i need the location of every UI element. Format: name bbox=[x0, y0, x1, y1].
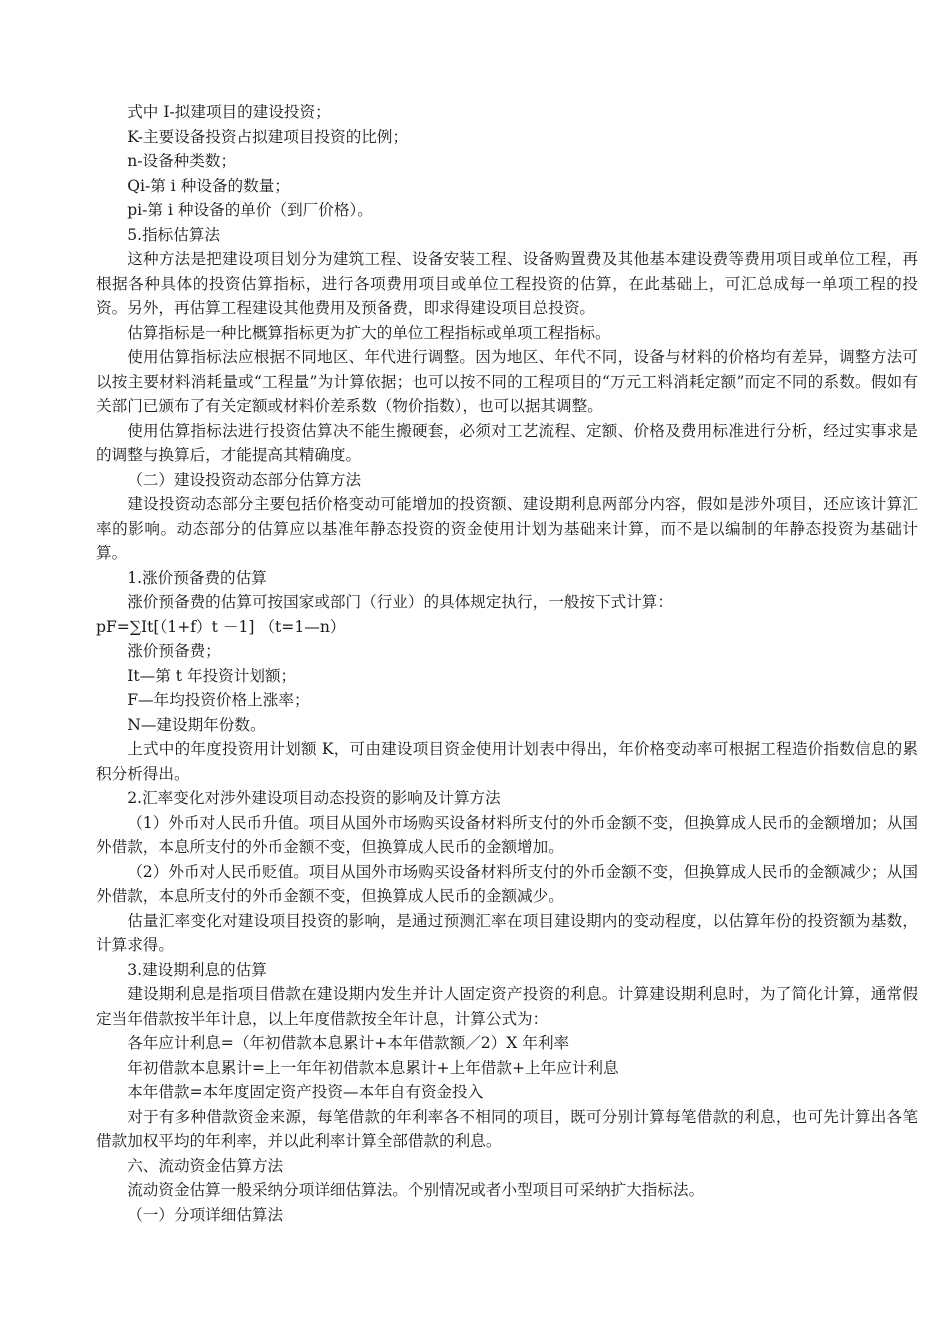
paragraph: （2）外币对人民币贬值。项目从国外市场购买设备材料所支付的外币金额不变，但换算成人民币的金额减少；从国外借款，本息所支付的外币金额不变，但换算成人民币的金额减少。 bbox=[96, 862, 918, 905]
section-heading: （一）分项详细估算法 bbox=[127, 1205, 284, 1224]
formula: 各年应计利息=（年初借款本息累计+本年借款额／2）X 年利率 bbox=[127, 1034, 570, 1052]
paragraph: 建设投资动态部分主要包括价格变动可能增加的投资额、建设期利息两部分内容，假如是涉外项目，还应该计算汇率的影响。动态部分的估算应以基准年静态投资的资金使用计划为基础来计算，而不是以编制的年静态投资为基础计算。 bbox=[96, 495, 918, 562]
paragraph: 使用估算指标法应根据不同地区、年代进行调整。因为地区、年代不同，设备与材料的价格均有差异，调整方法可以按主要材料消耗量或“工程量”为计算依据；也可以按不同的工程项目的“万元工料消耗定额”而定不同的系数。假如有关部门已颁布了有关定额或材料价差系数（物价指数），也可以据其调整。 bbox=[96, 348, 918, 415]
paragraph: 涨价预备费的估算可按国家或部门（行业）的具体规定执行，一般按下式计算： bbox=[127, 593, 673, 611]
section-heading: 2.汇率变化对涉外建设项目动态投资的影响及计算方法 bbox=[127, 789, 501, 807]
paragraph: n-设备种类数； bbox=[127, 152, 237, 170]
paragraph: It—第 t 年投资计划额； bbox=[127, 666, 297, 685]
section-heading: 六、流动资金估算方法 bbox=[127, 1156, 284, 1175]
paragraph: 式中 I-拟建项目的建设投资； bbox=[127, 103, 331, 121]
paragraph: 建设期利息是指项目借款在建设期内发生并计人固定资产投资的利息。计算建设期利息时，为了简化计算，通常假定当年借款按半年计息，以上年度借款按全年计息，计算公式为： bbox=[96, 985, 918, 1028]
paragraph: （1）外币对人民币升值。项目从国外市场购买设备材料所支付的外币金额不变，但换算成人民币的金额增加；从国外借款，本息所支付的外币金额不变，但换算成人民币的金额增加。 bbox=[96, 813, 918, 856]
section-heading: 1.涨价预备费的估算 bbox=[127, 568, 267, 587]
paragraph: pi-第 i 种设备的单价（到厂价格）。 bbox=[127, 201, 373, 219]
paragraph: 流动资金估算一般采纳分项详细估算法。个别情况或者小型项目可采纳扩大指标法。 bbox=[127, 1181, 705, 1199]
formula: 年初借款本息累计=上一年年初借款本息累计+上年借款+上年应计利息 bbox=[127, 1058, 619, 1077]
paragraph: N—建设期年份数。 bbox=[127, 715, 266, 734]
paragraph: 上式中的年度投资用计划额 K，可由建设项目资金使用计划表中得出，年价格变动率可根据工程造价指数信息的累积分析得出。 bbox=[96, 740, 918, 783]
paragraph: Qi-第 i 种设备的数量； bbox=[127, 176, 290, 195]
formula: pF=∑It[（1+f）t －1] （t=1—n） bbox=[96, 617, 346, 636]
section-heading: 3.建设期利息的估算 bbox=[127, 960, 267, 979]
formula: 本年借款=本年度固定资产投资—本年自有资金投入 bbox=[127, 1083, 484, 1101]
body-text bbox=[96, 100, 918, 1227]
paragraph: 对于有多种借款资金来源，每笔借款的年利率各不相同的项目，既可分别计算每笔借款的利息，也可先计算出各笔借款加权平均的年利率，并以此利率计算全部借款的利息。 bbox=[96, 1107, 918, 1150]
section-heading: （二）建设投资动态部分估算方法 bbox=[127, 470, 362, 489]
paragraph: 估算指标是一种比概算指标更为扩大的单位工程指标或单项工程指标。 bbox=[127, 323, 611, 342]
paragraph: F—年均投资价格上涨率； bbox=[127, 691, 310, 709]
paragraph: 估量汇率变化对建设项目投资的影响，是通过预测汇率在项目建设期内的变动程度，以估算年份的投资额为基数，计算求得。 bbox=[96, 911, 918, 954]
section-heading: 5.指标估算法 bbox=[127, 225, 221, 244]
paragraph: K-主要设备投资占拟建项目投资的比例； bbox=[127, 127, 409, 146]
paragraph: 这种方法是把建设项目划分为建筑工程、设备安装工程、设备购置费及其他基本建设费等费用项目或单位工程，再根据各种具体的投资估算指标，进行各项费用项目或单位工程投资的估算，在此基础上，可汇总成每一单项工程的投资。另外，再估算工程建设其他费用及预备费，即求得建设项目总投资。 bbox=[96, 250, 918, 317]
paragraph: 涨价预备费； bbox=[127, 642, 221, 660]
paragraph: 使用估算指标法进行投资估算决不能生搬硬套，必须对工艺流程、定额、价格及费用标准进行分析，经过实事求是的调整与换算后，才能提高其精确度。 bbox=[96, 421, 918, 464]
